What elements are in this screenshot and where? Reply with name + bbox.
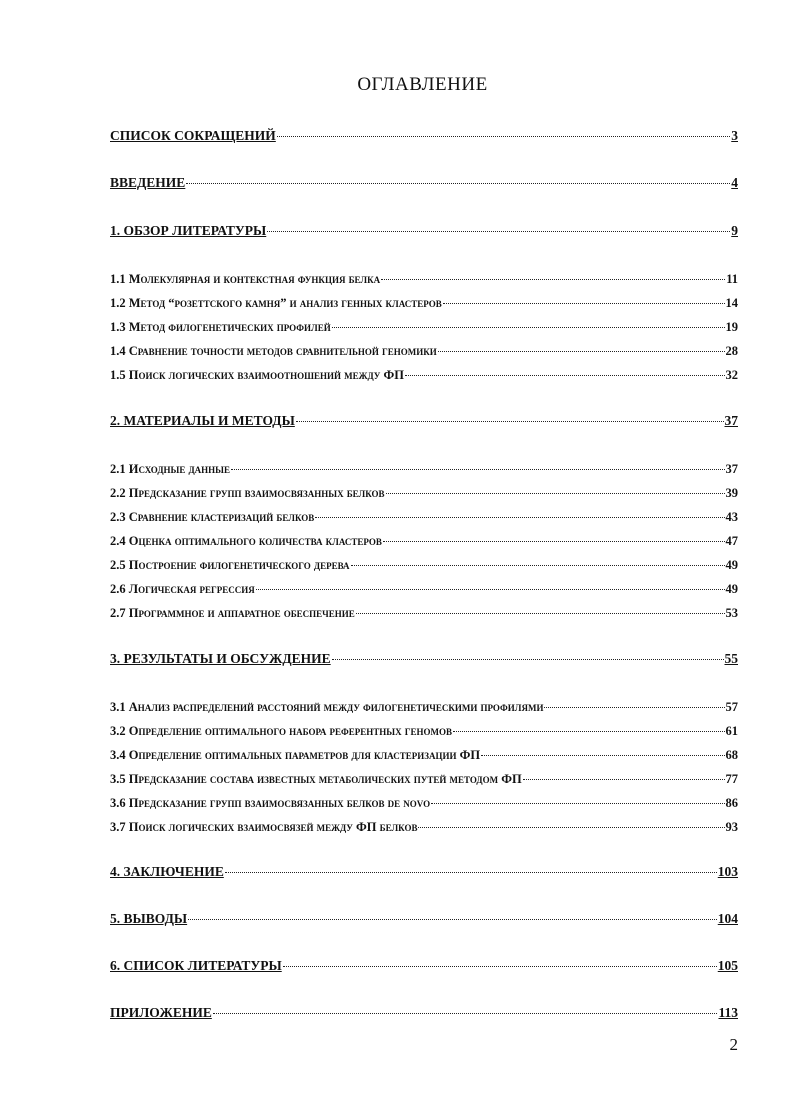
- toc-entry-2-1[interactable]: [110, 461, 738, 477]
- leader-dots: [544, 707, 724, 708]
- toc-entry-3-1[interactable]: [110, 699, 738, 715]
- toc-entry-page: 37: [725, 462, 738, 476]
- page-number: 2: [729, 1035, 738, 1054]
- leader-dots: [438, 351, 725, 352]
- leader-dots: [332, 659, 724, 660]
- toc-entry-page: 9: [731, 223, 738, 238]
- toc-entry-3-7[interactable]: [110, 819, 738, 835]
- toc-entry-label: 2.1 Исходные данные: [110, 462, 231, 476]
- leader-dots: [225, 872, 717, 873]
- toc-entry-label: ПРИЛОЖЕНИЕ: [110, 1005, 212, 1020]
- leader-dots: [523, 779, 725, 780]
- leader-dots: [332, 327, 725, 328]
- toc-entry-label: 2.3 Сравнение кластеризаций белков: [110, 510, 315, 524]
- leader-dots: [188, 919, 717, 920]
- leader-dots: [256, 589, 725, 590]
- toc-entry-page: 47: [725, 534, 738, 548]
- toc-entry-label: 2.5 Построение филогенетического дерева: [110, 558, 350, 572]
- toc-entry-label: 2.6 Логическая регрессия: [110, 582, 255, 596]
- leader-dots: [356, 613, 725, 614]
- leader-dots: [453, 731, 725, 732]
- toc-entry-label: 3.5 Предсказание состава известных метаболических путей методом ФП: [110, 772, 522, 786]
- toc-entry-page: 86: [725, 796, 738, 810]
- toc-entry-page: 104: [717, 911, 738, 926]
- toc-entry-3-5[interactable]: [110, 771, 738, 787]
- toc-entry-findings[interactable]: [110, 911, 738, 927]
- toc-entry-label: 3.2 Определение оптимального набора референтных геномов: [110, 724, 452, 738]
- leader-dots: [231, 469, 724, 470]
- toc-entry-chapter-3[interactable]: [110, 651, 738, 667]
- toc-entry-2-5[interactable]: [110, 557, 738, 573]
- toc-entry-1-1[interactable]: [110, 271, 738, 287]
- leader-dots: [296, 421, 724, 422]
- toc-entry-page: 4: [731, 175, 738, 190]
- toc-entry-page: 103: [717, 864, 738, 879]
- toc-entry-label: 3.7 Поиск логических взаимосвязей между ФП белков: [110, 820, 418, 834]
- toc-entry-page: 3: [731, 128, 738, 143]
- toc-entry-label: 1. ОБЗОР ЛИТЕРАТУРЫ: [110, 223, 267, 238]
- toc-entry-abbreviations[interactable]: [110, 128, 738, 144]
- toc-entry-page: 32: [725, 368, 738, 382]
- leader-dots: [383, 541, 725, 542]
- toc-entry-3-2[interactable]: [110, 723, 738, 739]
- toc-entry-page: 68: [725, 748, 738, 762]
- toc-entry-page: 43: [725, 510, 738, 524]
- leader-dots: [443, 303, 725, 304]
- toc-entry-chapter-2[interactable]: [110, 413, 738, 429]
- leader-dots: [381, 279, 725, 280]
- toc-entry-chapter-1[interactable]: [110, 223, 738, 239]
- leader-dots: [277, 136, 730, 137]
- toc-entry-1-5[interactable]: [110, 367, 738, 383]
- toc-entry-2-6[interactable]: [110, 581, 738, 597]
- toc-entry-label: 1.1 Молекулярная и контекстная функция белка: [110, 272, 381, 286]
- toc-entry-page: 28: [725, 344, 738, 358]
- toc-entry-label: 3.1 Анализ распределений расстояний между филогенетическими профилями: [110, 700, 544, 714]
- toc-entry-label: 1.5 Поиск логических взаимоотношений между ФП: [110, 368, 404, 382]
- toc-entry-label: 3. РЕЗУЛЬТАТЫ И ОБСУЖДЕНИЕ: [110, 651, 331, 666]
- toc-entry-3-4[interactable]: [110, 747, 738, 763]
- toc-entry-page: 39: [725, 486, 738, 500]
- page-title: ОГЛАВЛЕНИЕ: [357, 74, 488, 95]
- toc-entry-page: 113: [718, 1005, 738, 1020]
- toc-entry-conclusion[interactable]: [110, 864, 738, 880]
- toc-entry-1-4[interactable]: [110, 343, 738, 359]
- toc-entry-page: 14: [725, 296, 738, 310]
- toc-entry-1-3[interactable]: [110, 319, 738, 335]
- toc-entry-page: 55: [724, 651, 738, 666]
- toc-entry-label: 1.4 Сравнение точности методов сравнительной геномики: [110, 344, 437, 358]
- toc-entry-label: 1.3 Метод филогенетических профилей: [110, 320, 331, 334]
- toc-entry-label: 1.2 Метод “розеттского камня” и анализ генных кластеров: [110, 296, 442, 310]
- toc-entry-2-3[interactable]: [110, 509, 738, 525]
- leader-dots: [386, 493, 725, 494]
- toc-entry-page: 53: [725, 606, 738, 620]
- toc-entry-label: 2. МАТЕРИАЛЫ И МЕТОДЫ: [110, 413, 295, 428]
- toc-entry-references[interactable]: [110, 958, 738, 974]
- leader-dots: [351, 565, 725, 566]
- toc-entry-page: 77: [725, 772, 738, 786]
- toc-entry-2-4[interactable]: [110, 533, 738, 549]
- toc-entry-label: 4. ЗАКЛЮЧЕНИЕ: [110, 864, 224, 879]
- leader-dots: [405, 375, 725, 376]
- toc-entry-label: 2.2 Предсказание групп взаимосвязанных белков: [110, 486, 385, 500]
- leader-dots: [315, 517, 724, 518]
- leader-dots: [431, 803, 724, 804]
- leader-dots: [283, 966, 717, 967]
- toc-entry-2-2[interactable]: [110, 485, 738, 501]
- toc-entry-3-6[interactable]: [110, 795, 738, 811]
- toc-entry-label: 2.4 Оценка оптимального количества кластеров: [110, 534, 382, 548]
- toc-entry-1-2[interactable]: [110, 295, 738, 311]
- toc-entry-label: 2.7 Программное и аппаратное обеспечение: [110, 606, 355, 620]
- leader-dots: [186, 183, 730, 184]
- toc-entry-label: 3.6 Предсказание групп взаимосвязанных белков de novo: [110, 796, 431, 810]
- toc-entry-page: 61: [725, 724, 738, 738]
- toc-entry-page: 37: [724, 413, 738, 428]
- toc-entry-page: 19: [725, 320, 738, 334]
- toc-entry-label: ВВЕДЕНИЕ: [110, 175, 186, 190]
- toc-entry-label: 6. СПИСОК ЛИТЕРАТУРЫ: [110, 958, 282, 973]
- toc-entry-label: 3.4 Определение оптимальных параметров для кластеризации ФП: [110, 748, 481, 762]
- toc-entry-introduction[interactable]: [110, 175, 738, 191]
- toc-entry-page: 49: [725, 582, 738, 596]
- toc-entry-label: СПИСОК СОКРАЩЕНИЙ: [110, 128, 276, 143]
- leader-dots: [267, 231, 730, 232]
- toc-entry-label: 5. ВЫВОДЫ: [110, 911, 188, 926]
- toc-entry-page: 49: [725, 558, 738, 572]
- leader-dots: [418, 827, 724, 828]
- toc-entry-appendix[interactable]: [110, 1005, 738, 1021]
- leader-dots: [481, 755, 724, 756]
- toc-entry-page: 57: [725, 700, 738, 714]
- toc-entry-2-7[interactable]: [110, 605, 738, 621]
- toc-entry-page: 105: [717, 958, 738, 973]
- toc-entry-page: 93: [725, 820, 738, 834]
- toc-entry-page: 11: [726, 272, 738, 286]
- leader-dots: [213, 1013, 718, 1014]
